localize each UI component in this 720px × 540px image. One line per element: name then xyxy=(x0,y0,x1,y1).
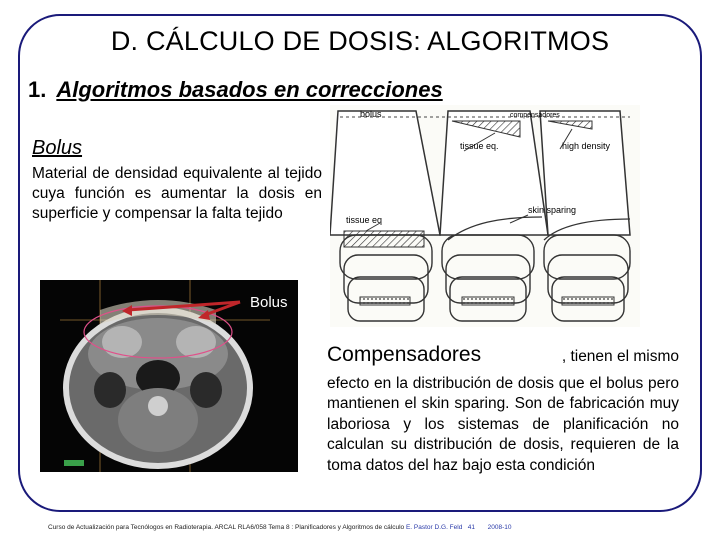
ct-label-bolus: Bolus xyxy=(250,294,288,311)
diagram-label-high-density: high density xyxy=(562,141,611,151)
compensadores-heading: Compensadores xyxy=(327,343,482,366)
diagram-label-tissue-eq: tissue eq xyxy=(346,215,383,225)
diagram-label-tissue-eq-top: tissue eq. xyxy=(460,141,499,151)
compensadores-first-line-rest: , tienen el mismo xyxy=(561,348,679,365)
slide-footer xyxy=(48,524,512,531)
compensadores-first-line xyxy=(327,345,679,368)
compensadores-block xyxy=(327,345,679,476)
diagram-label-bolus: bolus xyxy=(360,109,382,119)
bolus-description: Material de densidad equivalente al tejido cuya función es aumentar la dosis en superficie y compensar la falta tejido xyxy=(32,165,322,222)
section-subtitle xyxy=(28,77,443,103)
subtitle-text: Algoritmos basados en correcciones xyxy=(56,77,443,102)
subtitle-number: 1. xyxy=(28,77,47,102)
footer-page-number: 41 xyxy=(467,524,475,531)
footer-date: 2008-10 xyxy=(487,524,512,531)
slide-title: D. CÁLCULO DE DOSIS: ALGORITMOS xyxy=(110,26,610,56)
bolus-compensator-diagram xyxy=(330,105,640,327)
footer-author: E. Pastor D.G. Feld xyxy=(405,524,463,531)
diagram-label-compensadores: compensadores xyxy=(510,112,560,119)
ct-scan-image xyxy=(40,280,298,472)
bolus-heading: Bolus xyxy=(32,137,83,159)
diagram-label-skin-sparing: skin sparing xyxy=(528,205,577,215)
compensadores-description: efecto en la distribución de dosis que el bolus pero mantienen el skin sparing. Son de fabricación muy laboriosa y los sistemas de planificación no calculan su distribución de dosis, requieren de la toma datos del haz bajo esta condición xyxy=(327,374,679,474)
footer-course: Curso de Actualización para Tecnólogos en Radioterapia. ARCAL RLA6/058 Tema 8 : Planificadores y Algoritmos de cálculo xyxy=(48,524,405,531)
